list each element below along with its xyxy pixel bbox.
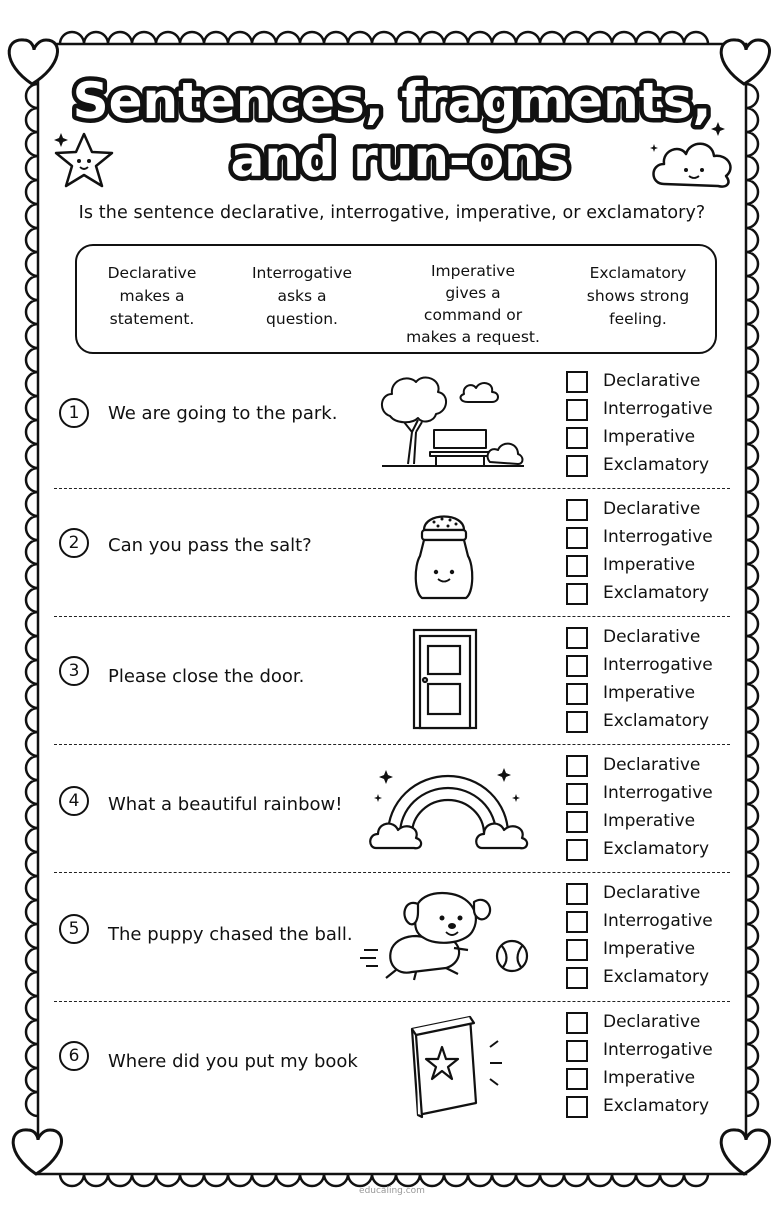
instructions: Is the sentence declarative, interrogative, imperative, or exclamatory?	[78, 203, 706, 223]
option-exclamatory[interactable]	[566, 964, 736, 992]
checkbox[interactable]	[566, 399, 588, 421]
option-declarative[interactable]	[566, 880, 736, 908]
option-label: Imperative	[603, 427, 696, 447]
definition-interrogative	[227, 262, 377, 331]
definition-text: question.	[266, 310, 338, 328]
checkbox[interactable]	[566, 499, 588, 521]
option-interrogative[interactable]	[566, 1037, 736, 1065]
option-exclamatory[interactable]	[566, 836, 736, 864]
park-tree-bench-icon	[378, 372, 528, 468]
option-declarative[interactable]	[566, 1009, 736, 1037]
item-sentence: The puppy chased the ball.	[108, 924, 353, 945]
item-sentence: Where did you put my book	[108, 1051, 358, 1072]
question-item-5	[0, 872, 784, 1000]
checkbox[interactable]	[566, 967, 588, 989]
question-item-1	[0, 360, 784, 488]
option-interrogative[interactable]	[566, 652, 736, 680]
definition-term: Exclamatory	[589, 264, 687, 282]
item-sentence: What a beautiful rainbow!	[108, 794, 343, 815]
option-interrogative[interactable]	[566, 780, 736, 808]
heart-icon	[13, 1130, 61, 1174]
checkbox[interactable]	[566, 783, 588, 805]
salt-shaker-icon	[408, 502, 480, 602]
item-number: 3	[59, 656, 89, 686]
definition-declarative	[77, 262, 227, 331]
option-imperative[interactable]	[566, 808, 736, 836]
page-title	[60, 62, 724, 188]
checkbox[interactable]	[566, 839, 588, 861]
question-item-6	[0, 1001, 784, 1129]
option-interrogative[interactable]	[566, 908, 736, 936]
option-imperative[interactable]	[566, 424, 736, 452]
question-item-4	[0, 744, 784, 872]
checkbox[interactable]	[566, 1040, 588, 1062]
item-number: 4	[59, 786, 89, 816]
definition-term: Imperative	[430, 262, 515, 280]
definition-imperative	[398, 260, 548, 348]
book-icon	[406, 1013, 510, 1119]
item-sentence: We are going to the park.	[108, 403, 338, 424]
option-imperative[interactable]	[566, 1065, 736, 1093]
item-number: 6	[59, 1041, 89, 1071]
option-label: Declarative	[603, 883, 701, 903]
option-declarative[interactable]	[566, 752, 736, 780]
item-number: 2	[59, 528, 89, 558]
question-item-3	[0, 616, 784, 744]
definition-text: statement.	[109, 310, 195, 328]
checkbox[interactable]	[566, 583, 588, 605]
option-label: Exclamatory	[603, 967, 710, 987]
checkbox[interactable]	[566, 939, 588, 961]
option-label: Exclamatory	[603, 583, 710, 603]
option-label: Declarative	[603, 499, 701, 519]
door-icon	[410, 628, 480, 730]
definition-term: Declarative	[107, 264, 197, 282]
checkbox[interactable]	[566, 911, 588, 933]
option-imperative[interactable]	[566, 936, 736, 964]
item-sentence: Can you pass the salt?	[108, 535, 312, 556]
definition-text: makes a	[119, 287, 185, 305]
checkbox[interactable]	[566, 1012, 588, 1034]
option-label: Interrogative	[603, 783, 713, 803]
option-declarative[interactable]	[566, 368, 736, 396]
heart-icon	[9, 40, 57, 84]
item-sentence: Please close the door.	[108, 666, 305, 687]
puppy-ball-icon	[356, 888, 532, 984]
option-exclamatory[interactable]	[566, 580, 736, 608]
option-label: Interrogative	[603, 655, 713, 675]
option-exclamatory[interactable]	[566, 708, 736, 736]
option-label: Imperative	[603, 683, 696, 703]
question-item-2	[0, 488, 784, 616]
checkbox[interactable]	[566, 555, 588, 577]
item-number: 1	[59, 398, 89, 428]
option-label: Interrogative	[603, 399, 713, 419]
checkbox[interactable]	[566, 371, 588, 393]
option-interrogative[interactable]	[566, 524, 736, 552]
checkbox[interactable]	[566, 627, 588, 649]
rainbow-icon	[366, 764, 530, 854]
option-label: Imperative	[603, 939, 696, 959]
option-label: Declarative	[603, 371, 701, 391]
definition-text: command or	[423, 306, 523, 324]
option-declarative[interactable]	[566, 624, 736, 652]
option-label: Exclamatory	[603, 1096, 710, 1116]
smiling-star-icon	[48, 128, 120, 194]
checkbox[interactable]	[566, 1096, 588, 1118]
checkbox[interactable]	[566, 883, 588, 905]
definition-text: feeling.	[609, 310, 667, 328]
checkbox[interactable]	[566, 711, 588, 733]
option-label: Exclamatory	[603, 839, 710, 859]
footer-watermark: educaling.com	[359, 1186, 425, 1196]
option-label: Exclamatory	[603, 711, 710, 731]
title-line-2: and run-ons	[230, 130, 570, 188]
option-label: Interrogative	[603, 527, 713, 547]
heart-icon	[721, 40, 769, 84]
checkbox[interactable]	[566, 455, 588, 477]
definition-text: gives a	[445, 284, 501, 302]
option-declarative[interactable]	[566, 496, 736, 524]
smiling-cloud-icon	[646, 118, 742, 198]
heart-icon	[721, 1130, 769, 1174]
option-label: Imperative	[603, 555, 696, 575]
option-label: Exclamatory	[603, 455, 710, 475]
checkbox[interactable]	[566, 1068, 588, 1090]
definition-text: asks a	[277, 287, 327, 305]
option-label: Interrogative	[603, 1040, 713, 1060]
definition-exclamatory	[563, 262, 713, 331]
option-label: Imperative	[603, 811, 696, 831]
checkbox[interactable]	[566, 683, 588, 705]
checkbox[interactable]	[566, 755, 588, 777]
checkbox[interactable]	[566, 427, 588, 449]
definition-term: Interrogative	[251, 264, 353, 282]
option-exclamatory[interactable]	[566, 1093, 736, 1121]
option-label: Interrogative	[603, 911, 713, 931]
option-imperative[interactable]	[566, 680, 736, 708]
item-number: 5	[59, 914, 89, 944]
title-line-1: Sentences, fragments,	[72, 72, 712, 130]
option-exclamatory[interactable]	[566, 452, 736, 480]
checkbox[interactable]	[566, 655, 588, 677]
option-interrogative[interactable]	[566, 396, 736, 424]
definitions-box	[75, 244, 717, 354]
option-label: Declarative	[603, 755, 701, 775]
definition-text: makes a request.	[406, 328, 540, 346]
checkbox[interactable]	[566, 527, 588, 549]
option-label: Declarative	[603, 1012, 701, 1032]
option-label: Imperative	[603, 1068, 696, 1088]
checkbox[interactable]	[566, 811, 588, 833]
option-label: Declarative	[603, 627, 701, 647]
definition-text: shows strong	[586, 287, 690, 305]
option-imperative[interactable]	[566, 552, 736, 580]
